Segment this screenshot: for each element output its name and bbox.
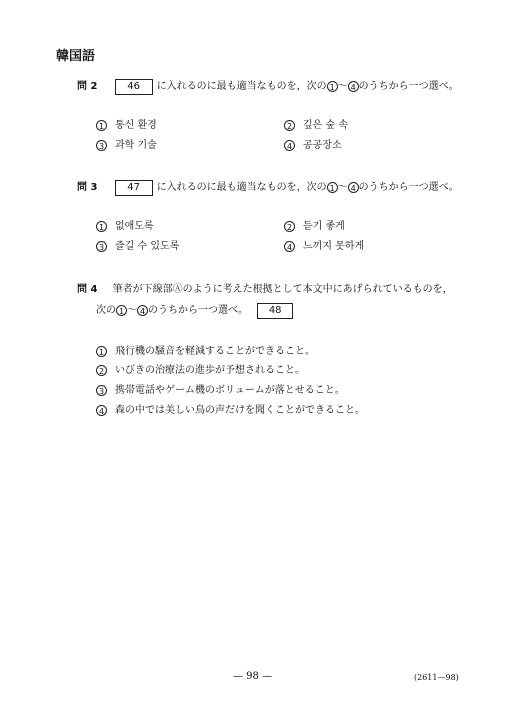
range-separator: 〜 (337, 182, 348, 193)
prompt-end: のうちから一つ選べ。 (148, 305, 248, 316)
prompt-text: に入れるのに最も適当なものを，次の (156, 182, 327, 193)
prompt-text: 筆者が下線部Ⓐのように考えた根拠として本文中にあげられているものを， (112, 284, 453, 295)
answer-box-47: 47 (115, 180, 153, 196)
circled-number: 2 (96, 365, 107, 376)
question-4-prompt-line1 (77, 283, 453, 297)
option-4 (284, 139, 342, 153)
page-number: — 98 — (233, 671, 273, 682)
option-text: 없애도록 (115, 221, 154, 232)
option-2 (284, 119, 348, 133)
question-label: 問 3 (77, 182, 98, 193)
circled-number: 4 (96, 405, 107, 416)
page-code: (2611—98) (414, 673, 459, 682)
prompt-end: のうちから一つ選べ。 (358, 81, 459, 92)
question-2-prompt (77, 79, 459, 95)
circled-number: 1 (96, 221, 107, 232)
option-text: 森の中では美しい鳥の声だけを聞くことができること。 (115, 405, 365, 416)
option-text: 과학 기술 (115, 140, 157, 151)
circled-number: 4 (284, 140, 295, 151)
option-4 (284, 240, 364, 254)
option-2 (284, 220, 345, 234)
circled-number: 4 (348, 81, 359, 92)
circled-number: 1 (96, 120, 107, 131)
subject-title: 韓国語 (56, 49, 96, 64)
option-3 (96, 240, 179, 254)
option-3 (96, 139, 157, 153)
answer-box-48: 48 (257, 303, 293, 319)
circled-number: 1 (327, 81, 338, 92)
question-label: 問 2 (77, 81, 98, 92)
question-3-prompt (77, 180, 459, 196)
option-text: いびきの治療法の進歩が予想されること。 (115, 365, 305, 376)
prompt-text: に入れるのに最も適当なものを，次の (156, 81, 327, 92)
option-1 (96, 119, 157, 133)
prompt-end: のうちから一つ選べ。 (358, 182, 459, 193)
option-1 (96, 345, 315, 359)
circled-number: 4 (137, 305, 148, 316)
circled-number: 2 (284, 221, 295, 232)
circled-number: 3 (96, 385, 107, 396)
question-4-prompt-line2 (96, 303, 293, 319)
circled-number: 2 (284, 120, 295, 131)
option-1 (96, 220, 154, 234)
circled-number: 1 (116, 305, 127, 316)
answer-box-46: 46 (115, 79, 153, 95)
option-2 (96, 364, 305, 378)
circled-number: 3 (96, 140, 107, 151)
option-text: 듣기 좋게 (303, 221, 345, 232)
option-text: 携帯電話やゲーム機のボリュームが落とせること。 (115, 385, 345, 396)
range-separator: 〜 (127, 305, 137, 316)
option-text: 즐길 수 있도록 (115, 241, 180, 252)
circled-number: 3 (96, 241, 107, 252)
option-text: 飛行機の騒音を軽減することができること。 (115, 346, 315, 357)
option-text: 공공장소 (303, 140, 342, 151)
option-text: 통신 환경 (115, 120, 157, 131)
prompt-text: 次の (96, 305, 116, 316)
option-text: 느끼지 못하게 (303, 241, 365, 252)
option-3 (96, 384, 345, 398)
circled-number: 4 (284, 241, 295, 252)
question-label: 問 4 (77, 284, 98, 295)
option-4 (96, 404, 365, 418)
circled-number: 1 (327, 182, 338, 193)
range-separator: 〜 (337, 81, 348, 92)
circled-number: 1 (96, 346, 107, 357)
circled-number: 4 (348, 182, 359, 193)
option-text: 깊은 숲 속 (303, 120, 348, 131)
